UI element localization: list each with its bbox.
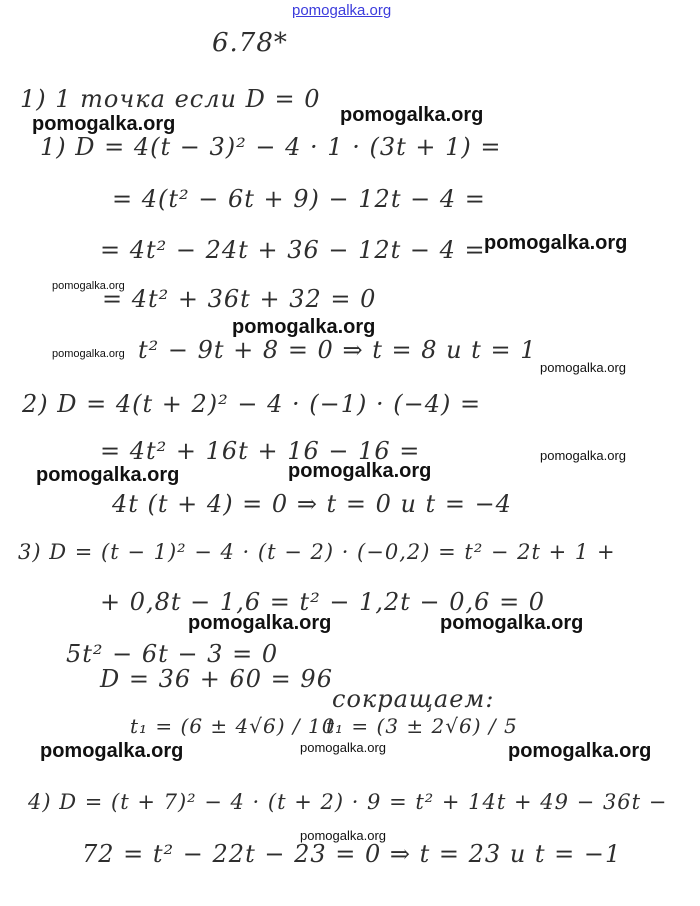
solution-line-16: t₁ = (3 ± 2√6) / 5 bbox=[326, 714, 518, 738]
solution-line-15: t₁ = (6 ± 4√6) / 10 bbox=[130, 714, 336, 738]
watermark: pomogalka.org bbox=[188, 612, 332, 634]
top-watermark-link[interactable]: pomogalka.org bbox=[292, 2, 392, 19]
solution-line-11: + 0,8t − 1,6 = t² − 1,2t − 0,6 = 0 bbox=[100, 588, 546, 616]
solution-line-4: = 4t² − 24t + 36 − 12t − 4 = bbox=[100, 236, 486, 264]
solution-line-17: 4) D = (t + 7)² − 4 · (t + 2) · 9 = t² + 14t + 49 − 36t − bbox=[28, 790, 668, 814]
solution-line-7: 2) D = 4(t + 2)² − 4 · (−1) · (−4) = bbox=[22, 390, 482, 418]
watermark: pomogalka.org bbox=[52, 348, 125, 360]
solution-line-18: 72 = t² − 22t − 23 = 0 ⇒ t = 23 и t = −1 bbox=[82, 840, 622, 868]
watermark: pomogalka.org bbox=[340, 104, 484, 126]
watermark: pomogalka.org bbox=[300, 828, 386, 843]
watermark: pomogalka.org bbox=[36, 464, 180, 486]
watermark: pomogalka.org bbox=[540, 360, 626, 375]
problem-number: 6.78* bbox=[212, 28, 288, 58]
watermark: pomogalka.org bbox=[52, 280, 125, 292]
solution-line-5: = 4t² + 36t + 32 = 0 bbox=[102, 285, 377, 313]
solution-line-12: 5t² − 6t − 3 = 0 bbox=[66, 640, 279, 668]
solution-line-1: 1) 1 точка если D = 0 bbox=[20, 85, 321, 113]
solution-line-8: = 4t² + 16t + 16 − 16 = bbox=[100, 437, 421, 465]
solution-line-10: 3) D = (t − 1)² − 4 · (t − 2) · (−0,2) = t² − 2t + 1 + bbox=[18, 540, 616, 564]
watermark: pomogalka.org bbox=[300, 740, 386, 755]
watermark: pomogalka.org bbox=[32, 113, 176, 135]
watermark: pomogalka.org bbox=[288, 460, 432, 482]
solution-line-2: 1) D = 4(t − 3)² − 4 · 1 · (3t + 1) = bbox=[40, 133, 502, 161]
solution-line-6: t² − 9t + 8 = 0 ⇒ t = 8 и t = 1 bbox=[138, 336, 537, 364]
solution-line-13: D = 36 + 60 = 96 bbox=[100, 665, 333, 693]
watermark: pomogalka.org bbox=[232, 316, 376, 338]
watermark: pomogalka.org bbox=[540, 448, 626, 463]
watermark: pomogalka.org bbox=[484, 232, 628, 254]
solution-line-3: = 4(t² − 6t + 9) − 12t − 4 = bbox=[112, 185, 486, 213]
watermark: pomogalka.org bbox=[440, 612, 584, 634]
watermark: pomogalka.org bbox=[40, 740, 184, 762]
watermark: pomogalka.org bbox=[508, 740, 652, 762]
solution-line-14: сокращаем: bbox=[332, 685, 495, 713]
solution-line-9: 4t (t + 4) = 0 ⇒ t = 0 и t = −4 bbox=[112, 490, 512, 518]
